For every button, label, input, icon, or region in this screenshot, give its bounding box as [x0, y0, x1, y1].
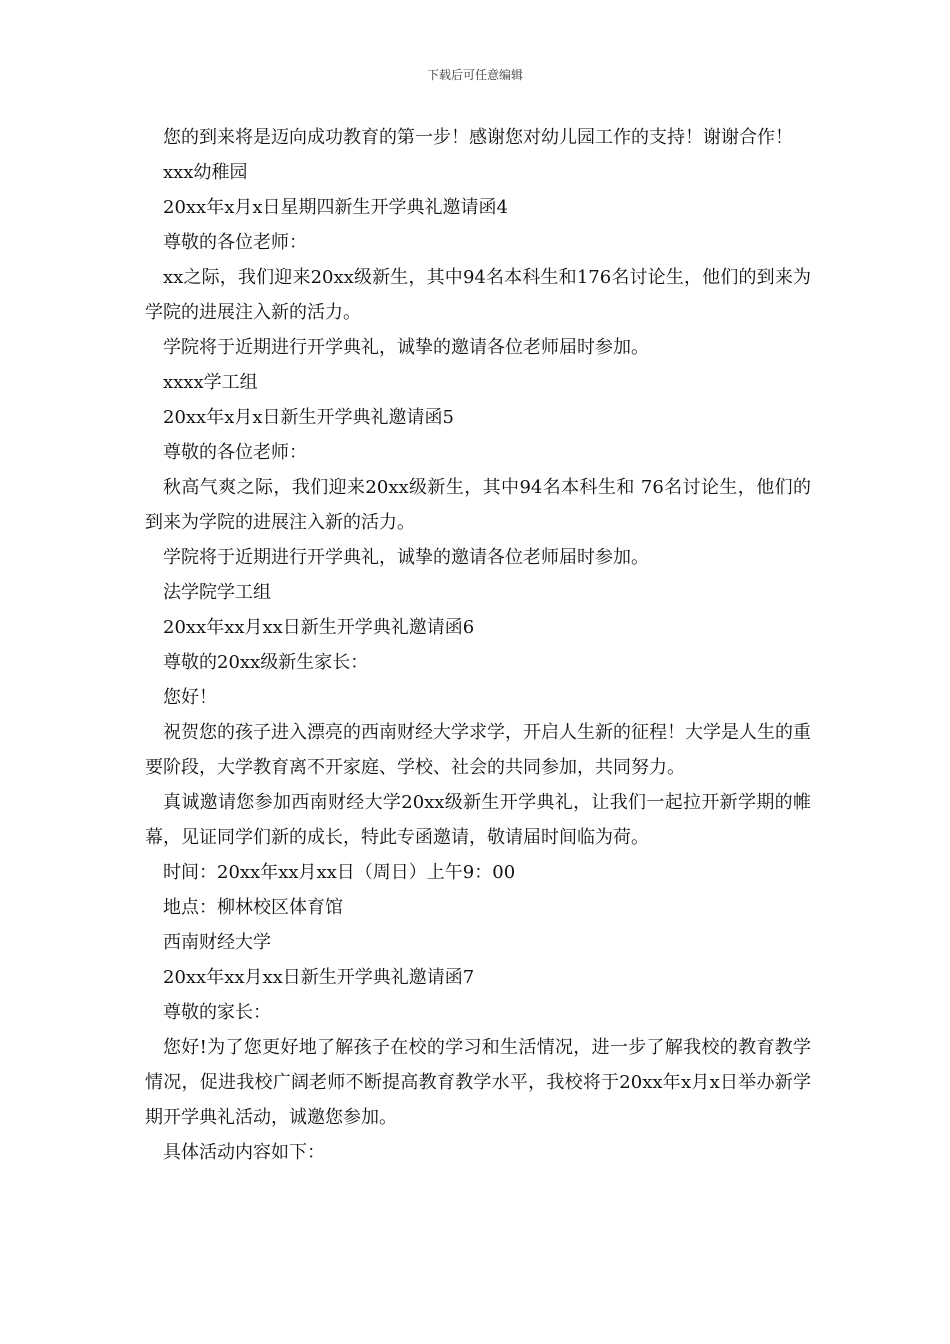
paragraph-signature-kindergarten: xxx幼稚园 [163, 162, 248, 183]
paragraph-greeting: 您好！ [163, 687, 217, 708]
paragraph-congratulations: 祝贺您的孩子进入漂亮的西南财经大学求学，开启人生新的征程！大学是人生的重要阶段，大学教育离不开家庭、学校、社会的共同参加，共同努力。 [145, 722, 811, 778]
paragraph-school-invite: 您好!为了您更好地了解孩子在校的学习和生活情况，进一步了解我校的教育教学情况，促进我校广阔老师不断提高教育教学水平，我校将于20xx年x月x日举办新学期开学典礼活动，诚邀您参加。 [145, 1037, 811, 1128]
paragraph-heading-invitation-7: 20xx年xx月xx日新生开学典礼邀请函7 [163, 967, 475, 988]
paragraph-salutation-teachers-2: 尊敬的各位老师： [163, 442, 307, 463]
paragraph-salutation-teachers: 尊敬的各位老师： [163, 232, 307, 253]
paragraph-heading-invitation-5: 20xx年x月x日新生开学典礼邀请函5 [163, 407, 454, 428]
paragraph-event-time: 时间：20xx年xx月xx日（周日）上午9：00 [163, 862, 516, 883]
paragraph-activity-details-intro: 具体活动内容如下： [163, 1142, 325, 1163]
paragraph-ceremony-invite: 学院将于近期进行开学典礼，诚挚的邀请各位老师届时参加。 [163, 337, 649, 358]
paragraph-heading-invitation-4: 20xx年x月x日星期四新生开学典礼邀请函4 [163, 197, 508, 218]
paragraph-sincere-invite: 真诚邀请您参加西南财经大学20xx级新生开学典礼，让我们一起拉开新学期的帷幕，见证同学们新的成长，特此专函邀请，敬请届时间临为荷。 [145, 792, 811, 848]
paragraph-salutation-parents: 尊敬的20xx级新生家长： [163, 652, 369, 673]
paragraph-salutation-parents-2: 尊敬的家长： [163, 1002, 271, 1023]
document-body [145, 120, 811, 1170]
paragraph-signature-law-school: 法学院学工组 [163, 582, 271, 603]
paragraph-autumn-intro: 秋高气爽之际，我们迎来20xx级新生，其中94名本科生和 76名讨论生，他们的到来为学院的进展注入新的活力。 [145, 477, 811, 533]
paragraph-signature-student-affairs: xxxx学工组 [163, 372, 258, 393]
paragraph-ceremony-invite-2: 学院将于近期进行开学典礼，诚挚的邀请各位老师届时参加。 [163, 547, 649, 568]
paragraph-signature-university: 西南财经大学 [163, 932, 271, 953]
paragraph-event-location: 地点：柳林校区体育馆 [163, 897, 343, 918]
page-header-note: 下载后可任意编辑 [426, 68, 523, 82]
paragraph-new-students-intro: xx之际，我们迎来20xx级新生，其中94名本科生和176名讨论生，他们的到来为学院的进展注入新的活力。 [145, 267, 811, 323]
paragraph-heading-invitation-6: 20xx年xx月xx日新生开学典礼邀请函6 [163, 617, 475, 638]
paragraph-closing-thanks: 您的到来将是迈向成功教育的第一步！感谢您对幼儿园工作的支持！谢谢合作！ [163, 127, 793, 148]
